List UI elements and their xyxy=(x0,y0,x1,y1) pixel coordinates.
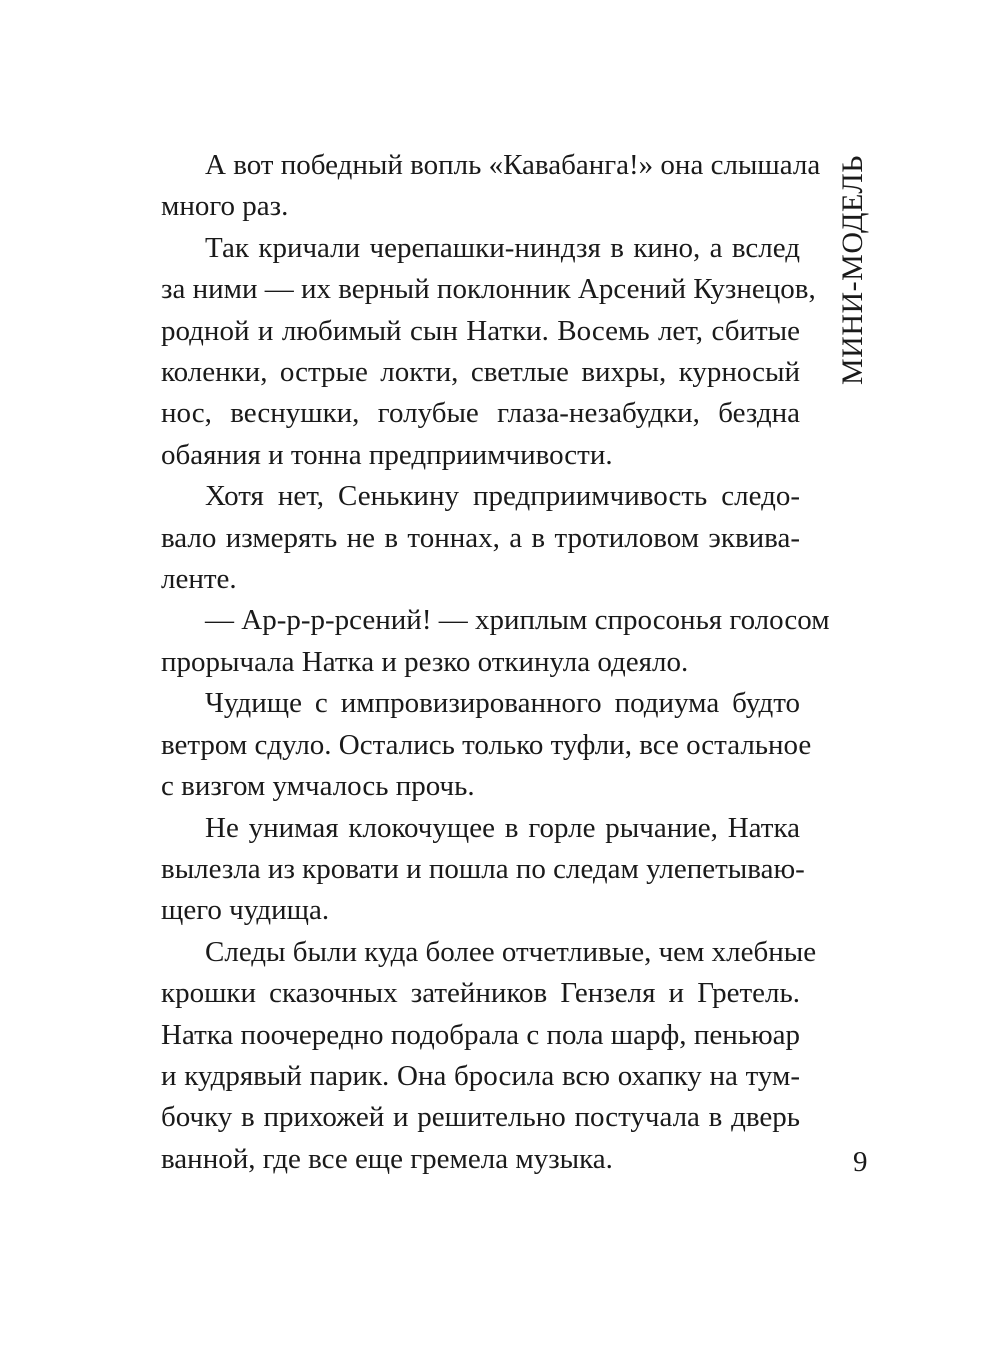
running-head: МИНИ-МОДЕЛЬ xyxy=(836,155,869,385)
text-line: нос, веснушки, голубые глаза-незабудки, бездна xyxy=(161,397,800,430)
text-line: за ними — их верный поклонник Арсений Кузнецов, xyxy=(161,273,816,306)
text-line: вало измерять не в тоннах, а в тротиловом эквива- xyxy=(161,521,800,554)
text-line: родной и любимый сын Натки. Восемь лет, сбитые xyxy=(161,314,800,347)
text-line: и кудрявый парик. Она бросила всю охапку на тум- xyxy=(161,1059,800,1092)
text-line: ленте. xyxy=(161,563,237,596)
text-line: А вот победный вопль «Кавабанга!» она слышала xyxy=(205,149,821,181)
paragraph-1 xyxy=(117,145,821,228)
paragraph-7 xyxy=(117,932,817,1180)
page-number: 9 xyxy=(853,1146,868,1178)
text-line: с визгом умчалось прочь. xyxy=(161,770,475,803)
paragraph-2 xyxy=(117,228,816,476)
text-line: крошки сказочных затейников Гензеля и Гретель. xyxy=(161,977,800,1010)
text-line: прорычала Натка и резко откинула одеяло. xyxy=(161,645,689,678)
paragraph-4 xyxy=(117,600,830,683)
text-line: Чудище с импровизированного подиума будто xyxy=(205,687,800,720)
text-line: вылезла из кровати и пошла по следам улепетываю- xyxy=(161,852,805,885)
text-line: обаяния и тонна предприимчивости. xyxy=(161,438,613,471)
text-line: Натка поочередно подобрала с пола шарф, пеньюар xyxy=(161,1018,800,1051)
text-line: Так кричали черепашки-ниндзя в кино, а вслед xyxy=(205,231,800,264)
text-line: Следы были куда более отчетливые, чем хлебные xyxy=(205,935,817,968)
text-line: коленки, острые локти, светлые вихры, курносый xyxy=(161,356,800,389)
text-line: Хотя нет, Сенькину предприимчивость следо- xyxy=(205,480,800,513)
text-line: щего чудища. xyxy=(161,894,330,927)
text-line: — Ар-р-р-рсений! — хриплым спросонья голосом xyxy=(205,604,830,637)
paragraph-5 xyxy=(117,683,812,807)
text-line: бочку в прихожей и решительно постучала в дверь xyxy=(161,1101,800,1134)
text-line: ветром сдуло. Остались только туфли, все остальное xyxy=(161,728,812,761)
text-line: Не унимая клокочущее в горле рычание, Натка xyxy=(205,811,800,844)
paragraph-3 xyxy=(117,476,800,600)
body-text xyxy=(117,145,830,1180)
text-line: ванной, где все еще гремела музыка. xyxy=(161,1142,613,1175)
text-line: много раз. xyxy=(161,190,289,223)
paragraph-6 xyxy=(117,808,805,932)
